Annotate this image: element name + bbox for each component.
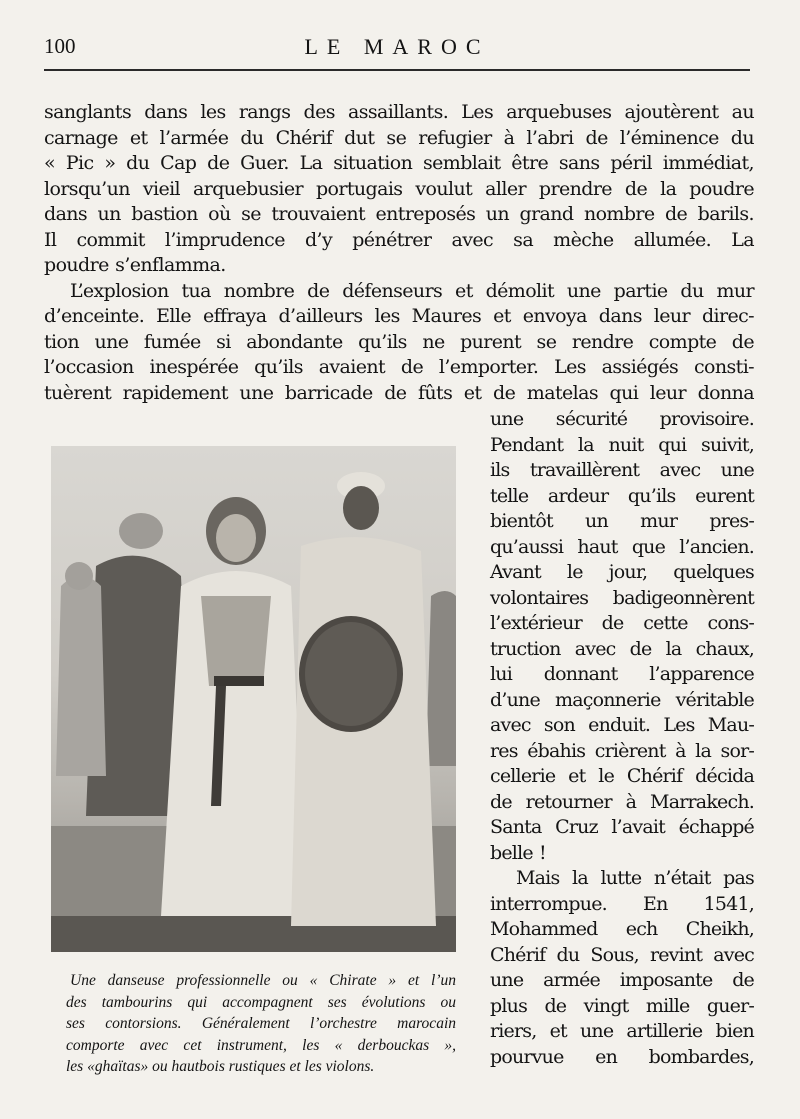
column-line: de retourner à Marrakech. bbox=[490, 790, 754, 813]
caption-line: Une danseuse professionnelle ou « Chirate » et l’un bbox=[70, 972, 456, 989]
body-line: lorsqu’un vieil arquebusier portugais voulut aller prendre de la poudre bbox=[44, 177, 754, 200]
body-line: carnage et l’armée du Chérif dut se refugier à l’abri de l’éminence du bbox=[44, 126, 754, 149]
body-line: L’explosion tua nombre de défenseurs et démolit une partie du mur bbox=[70, 279, 754, 302]
page-header bbox=[44, 30, 750, 70]
body-line: d’enceinte. Elle effraya d’ailleurs les Maures et envoya dans leur direc- bbox=[44, 305, 754, 327]
column-line: cellerie et le Chérif décida bbox=[490, 765, 754, 787]
body-line: l’occasion inespérée qu’ils avaient de l’emporter. Les assiégés consti- bbox=[44, 356, 754, 378]
body-text bbox=[44, 100, 754, 406]
column-line: interrompue. En 1541, bbox=[490, 892, 754, 915]
column-line: pourvue en bombardes, bbox=[490, 1045, 754, 1068]
column-line: Pendant la nuit qui suivit, bbox=[490, 433, 754, 456]
body-line: sanglants dans les rangs des assaillants. Les arquebuses ajoutèrent au bbox=[44, 101, 754, 123]
column-line: une sécurité provisoire. bbox=[490, 408, 754, 430]
caption-line: comporte avec cet instrument, les « derbouckas », bbox=[66, 1036, 456, 1054]
column-line: Avant le jour, quelques bbox=[490, 561, 754, 583]
photo-caption bbox=[66, 970, 456, 1078]
column-line: ils travaillèrent avec une bbox=[490, 459, 754, 481]
column-line: qu’aussi haut que l’ancien. bbox=[490, 535, 754, 558]
running-title: LE MAROC bbox=[304, 34, 490, 59]
photograph-dancer-and-drummer bbox=[51, 446, 456, 952]
body-line: tuèrent rapidement une barricade de fûts et de matelas qui leur donna bbox=[44, 381, 754, 404]
caption-line: des tambourins qui accompagnent ses évolutions ou bbox=[66, 993, 456, 1011]
column-line: truction avec de la chaux, bbox=[490, 637, 754, 660]
caption-line: les «ghaïtas» ou hautbois rustiques et les violons. bbox=[66, 1058, 375, 1075]
column-line: bientôt un mur pres- bbox=[490, 510, 754, 532]
column-line: d’une maçonnerie véritable bbox=[490, 688, 754, 711]
body-line: Il commit l’imprudence d’y pénétrer avec sa mèche allumée. La bbox=[44, 228, 754, 251]
body-line: tion une fumée si abondante qu’ils ne purent se rendre compte de bbox=[44, 330, 754, 353]
header-rule bbox=[44, 69, 750, 71]
column-line: avec son enduit. Les Mau- bbox=[490, 714, 754, 736]
column-line: lui donnant l’apparence bbox=[490, 663, 754, 685]
column-line: volontaires badigeonnèrent bbox=[490, 586, 754, 609]
column-line: belle ! bbox=[490, 841, 546, 864]
column-line: Santa Cruz l’avait échappé bbox=[490, 816, 754, 838]
column-line: l’extérieur de cette cons- bbox=[490, 612, 754, 634]
right-column-text bbox=[490, 407, 754, 1070]
column-line: res ébahis crièrent à la sor- bbox=[490, 739, 754, 762]
column-line: telle ardeur qu’ils eurent bbox=[490, 484, 754, 507]
body-line: dans un bastion où se trouvaient entreposés un grand nombre de barils. bbox=[44, 203, 754, 225]
page-number: 100 bbox=[44, 34, 76, 58]
column-line: plus de vingt mille guer- bbox=[490, 994, 754, 1017]
column-line: Chérif du Sous, revint avec bbox=[490, 943, 754, 966]
caption-line: ses contorsions. Généralement l’orchestre marocain bbox=[66, 1015, 456, 1032]
column-line: une armée imposante de bbox=[490, 969, 754, 991]
column-line: riers, et une artillerie bien bbox=[490, 1020, 754, 1042]
body-line: « Pic » du Cap de Guer. La situation semblait être sans péril immédiat, bbox=[44, 152, 754, 174]
column-line: Mais la lutte n’était pas bbox=[516, 867, 754, 889]
column-line: Mohammed ech Cheikh, bbox=[490, 918, 754, 940]
body-line: poudre s’enflamma. bbox=[44, 254, 226, 276]
